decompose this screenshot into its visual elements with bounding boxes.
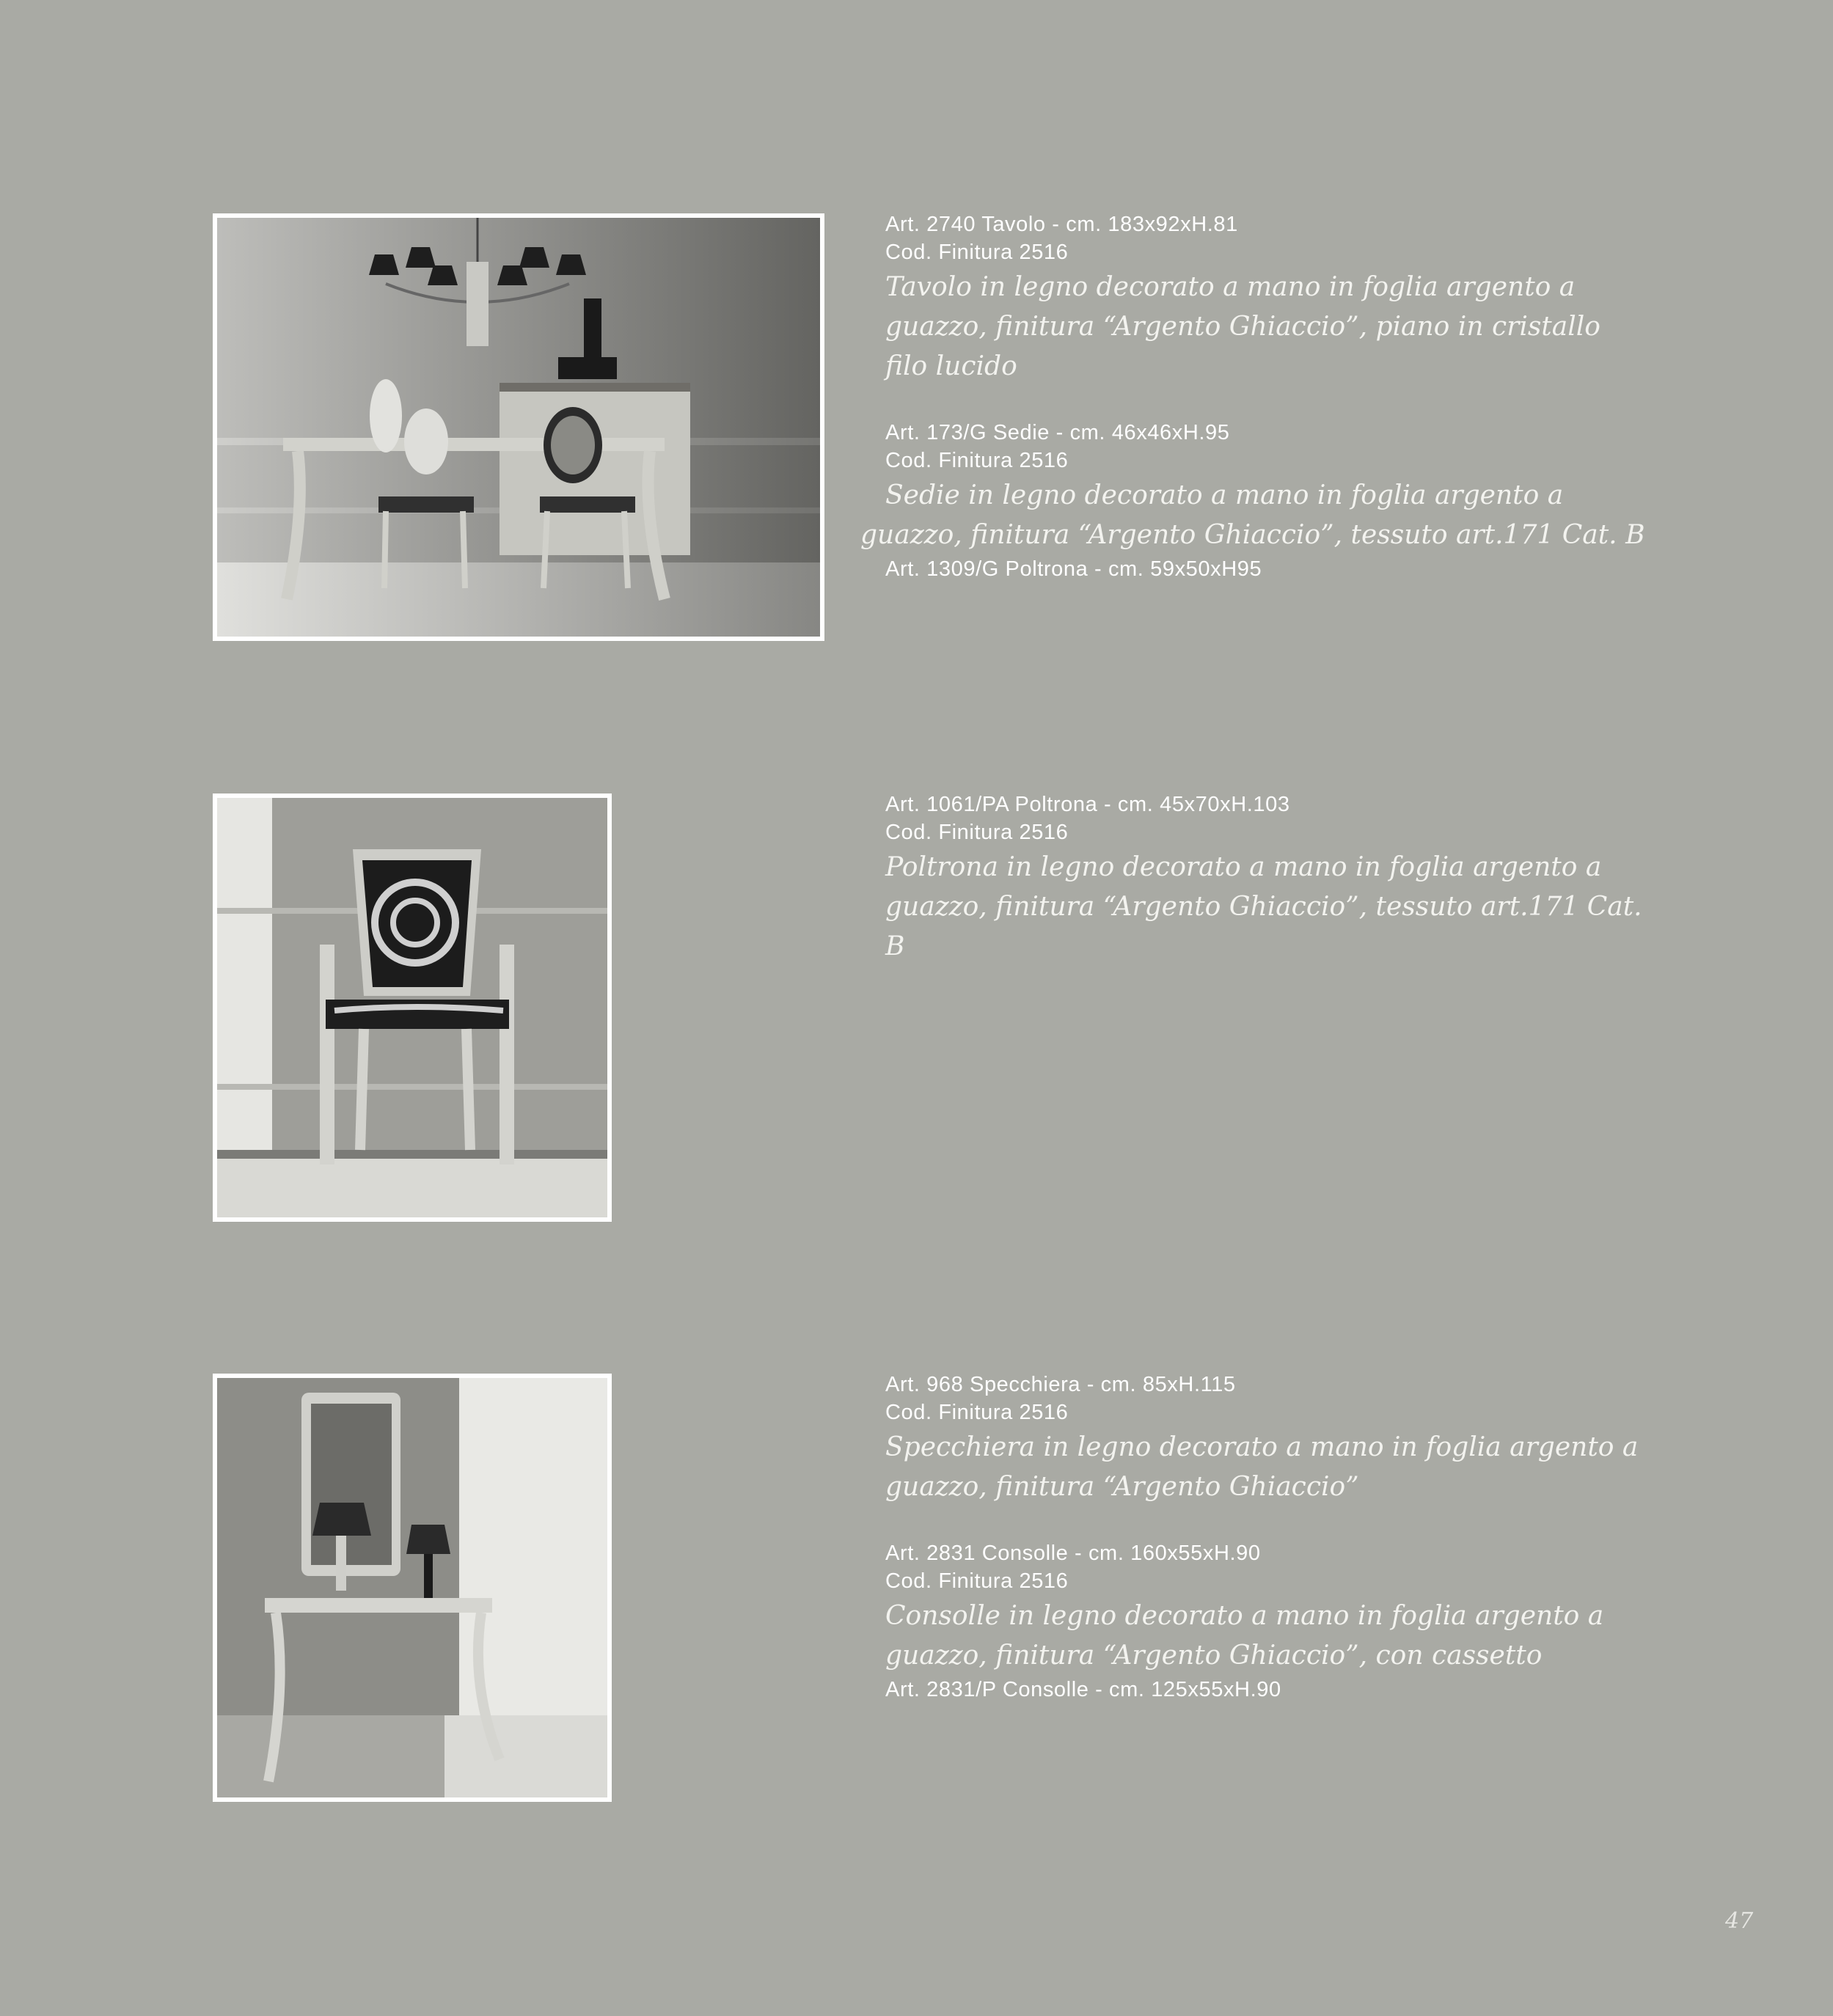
product-text-dining-set [860,210,1692,583]
product-photo-mirror-console [213,1374,612,1802]
article-line: Art. 2831 Consolle - cm. 160x55xH.90 [885,1542,1261,1565]
mirror-console-illustration [217,1378,607,1797]
finish-code-line: Cod. Finitura 2516 [885,1569,1069,1593]
article-line: Art. 1061/PA Poltrona - cm. 45x70xH.103 [885,793,1290,816]
product-description: Specchiera in legno decorato a mano in foglia argento a guazzo, finitura “Argento Ghiaccio” [885,1432,1639,1502]
product-description: Consolle in legno decorato a mano in foglia argento a guazzo, finitura “Argento Ghiaccio”, con cassetto [885,1601,1604,1671]
product-description: Tavolo in legno decorato a mano in foglia argento a guazzo, finitura “Argento Ghiaccio”, piano in cristallo filo lucido [885,272,1600,381]
article-line: Art. 2740 Tavolo - cm. 183x92xH.81 [885,213,1238,236]
armchair-illustration [217,798,607,1217]
page-number: 47 [1725,1908,1754,1934]
article-line: Art. 173/G Sedie - cm. 46x46xH.95 [885,421,1230,444]
article-line: Art. 1309/G Poltrona - cm. 59x50xH95 [885,557,1262,581]
article-line: Art. 968 Specchiera - cm. 85xH.115 [885,1373,1236,1396]
finish-code-line: Cod. Finitura 2516 [885,821,1069,844]
product-description: Poltrona in legno decorato a mano in foglia argento a guazzo, finitura “Argento Ghiaccio”, tessuto art.171 Cat. B [885,852,1642,961]
finish-code-line: Cod. Finitura 2516 [885,449,1069,472]
finish-code-line: Cod. Finitura 2516 [885,1401,1069,1424]
product-photo-armchair [213,793,612,1222]
dining-set-illustration [217,218,820,637]
product-photo-dining-set [213,213,824,641]
product-description: Sedie in legno decorato a mano in foglia argento a guazzo, finitura “Argento Ghiaccio”, tessuto art.171 Cat. B [860,480,1645,550]
article-line: Art. 2831/P Consolle - cm. 125x55xH.90 [885,1678,1281,1701]
product-text-mirror-console [885,1371,1692,1704]
product-text-armchair [885,791,1692,967]
finish-code-line: Cod. Finitura 2516 [885,241,1069,264]
